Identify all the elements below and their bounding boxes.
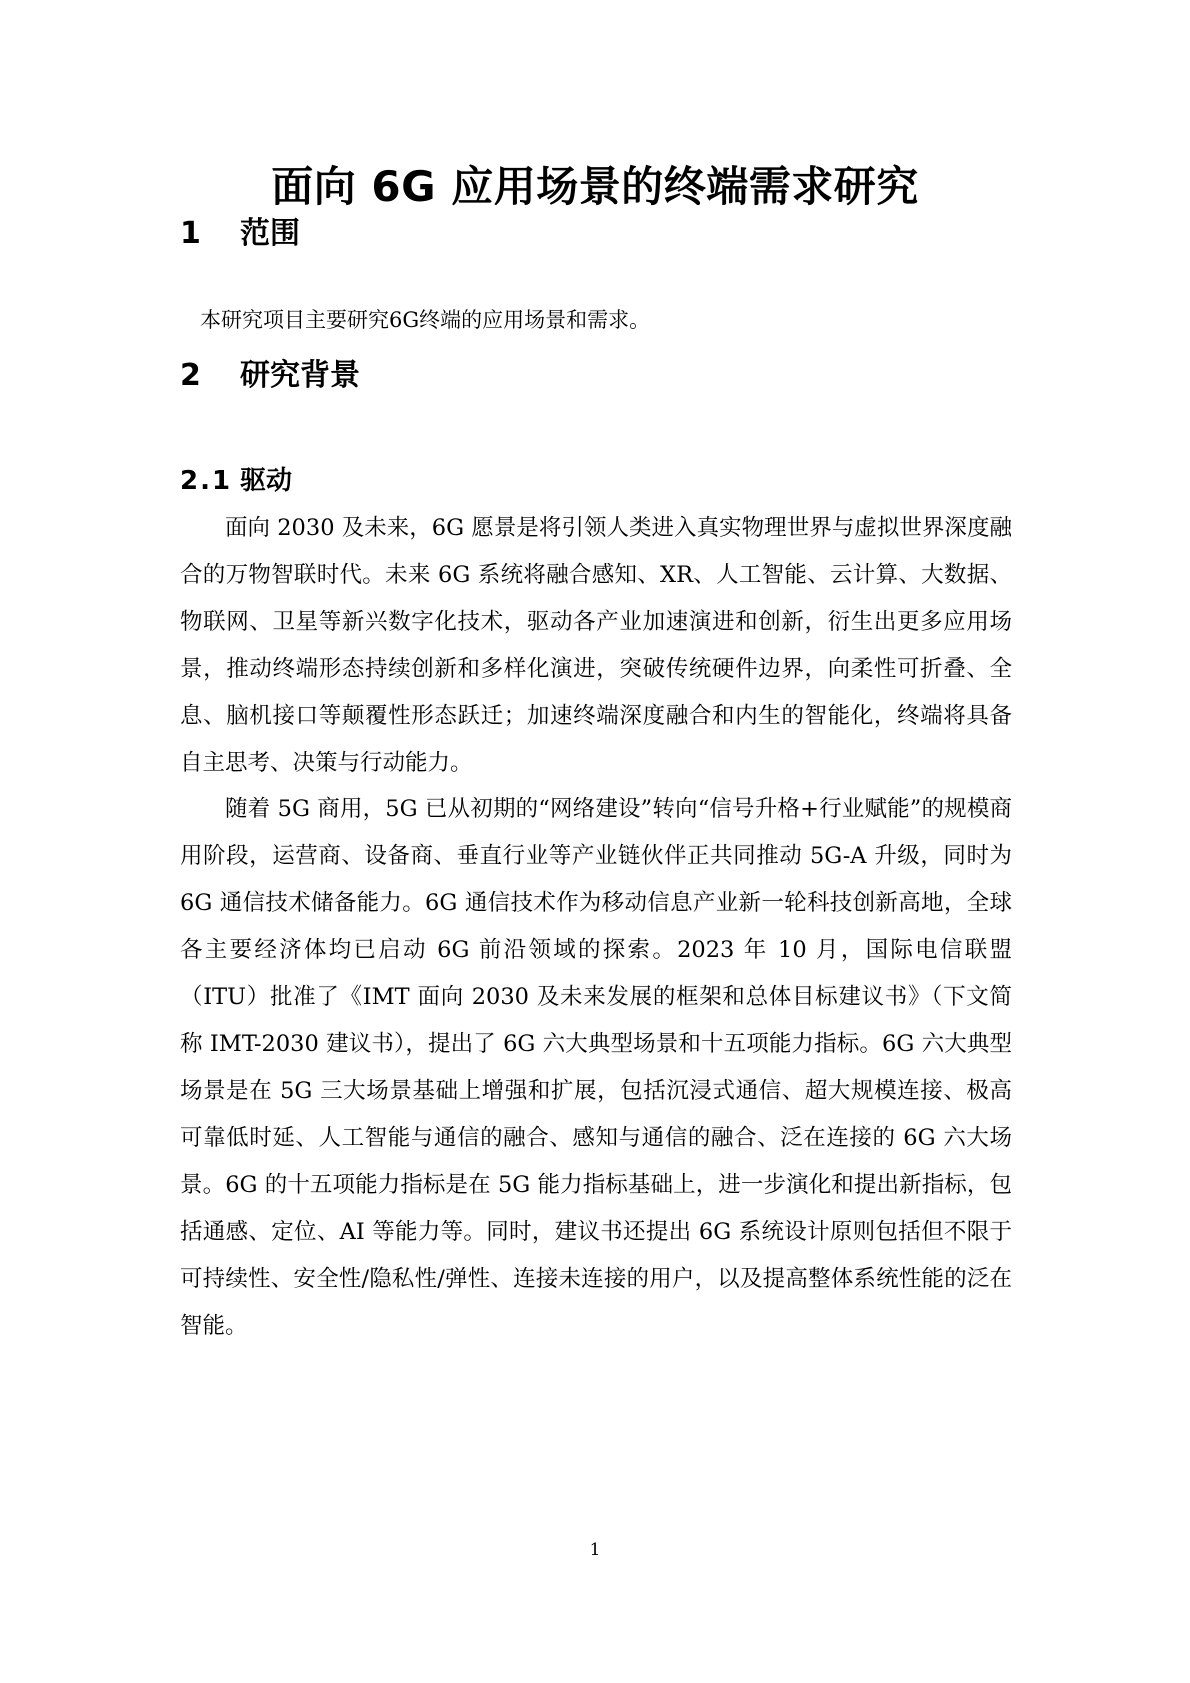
section-2-title: 研究背景 bbox=[240, 358, 360, 393]
body-paragraph: 随着 5G 商用，5G 已从初期的“网络建设”转向“信号升格+行业赋能”的规模商用阶段，运营商、设备商、垂直行业等产业链伙伴正共同推动 5G-A 升级，同时为 6G 通信技术储备能力。6G 通信技术作为移动信息产业新一轮科技创新高地，全球各主要经济体均已启动 6G 前沿领域的探索。2023 年 10 月，国际电信联盟（ITU）批准了《IMT 面向 2030 及未来发展的框架和总体目标建议书》（下文简称 IMT-2030 建议书），提出了 6G 六大典型场景和十五项能力指标。6G 六大典型场景是在 5G 三大场景基础上增强和扩展，包括沉浸式通信、超大规模连接、极高可靠低时延、人工智能与通信的融合、感知与通信的融合、泛在连接的 6G 六大场景。6G 的十五项能力指标是在 5G 能力指标基础上，进一步演化和提出新指标，包括通感、定位、AI 等能力等。同时，建议书还提出 6G 系统设计原则包括但不限于可持续性、安全性/隐私性/弹性、连接未连接的用户，以及提高整体系统性能的泛在智能。 bbox=[180, 796, 1012, 1339]
section-2-1-title: 驱动 bbox=[240, 466, 293, 496]
section-2-number: 2 bbox=[180, 358, 201, 393]
section-1-heading bbox=[180, 214, 300, 254]
section-1-number: 1 bbox=[180, 216, 201, 251]
page-number: 1 bbox=[589, 1540, 601, 1560]
section-2-heading bbox=[180, 356, 360, 396]
body-paragraph: 面向 2030 及未来，6G 愿景是将引领人类进入真实物理世界与虚拟世界深度融合的万物智联时代。未来 6G 系统将融合感知、XR、人工智能、云计算、大数据、物联网、卫星等新兴数字化技术，驱动各产业加速演进和创新，衍生出更多应用场景，推动终端形态持续创新和多样化演进，突破传统硬件边界，向柔性可折叠、全息、脑机接口等颠覆性形态跃迁；加速终端深度融合和内生的智能化，终端将具备自主思考、决策与行动能力。 bbox=[180, 515, 1012, 776]
section-2-1-heading bbox=[180, 463, 292, 499]
section-1-text: 本研究项目主要研究6G终端的应用场景和需求。 bbox=[200, 308, 651, 332]
section-2-1-number: 2.1 bbox=[180, 466, 233, 496]
section-1-title: 范围 bbox=[240, 216, 300, 251]
page-title: 面向 6G 应用场景的终端需求研究 bbox=[271, 162, 919, 211]
